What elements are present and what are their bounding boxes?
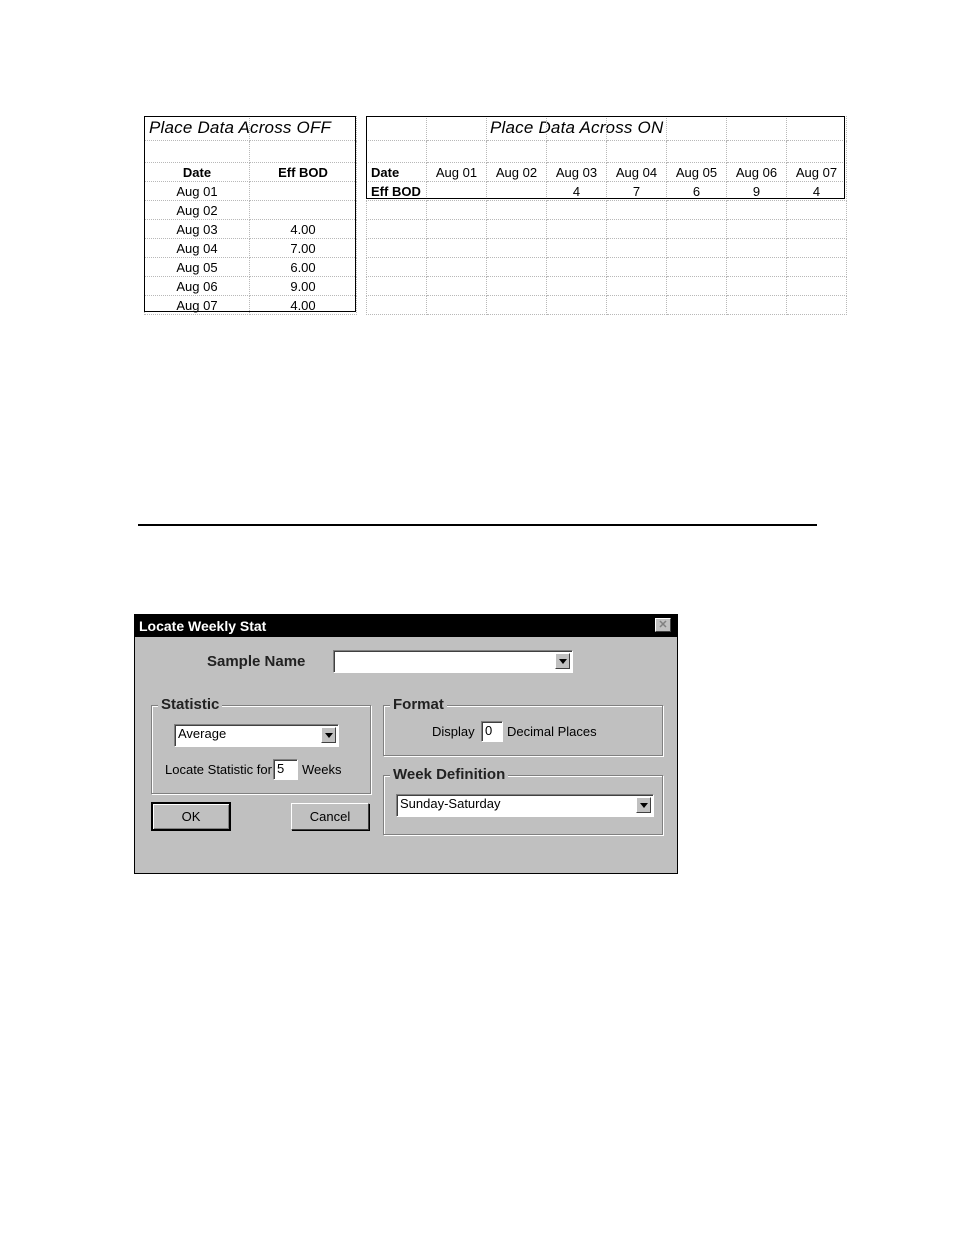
right-table-title: Place Data Across ON [490, 118, 664, 137]
date-header-cell[interactable]: Aug 05 [667, 163, 727, 182]
empty-grid-row [367, 239, 847, 258]
table-row [145, 258, 357, 277]
table-row [145, 201, 357, 220]
eff-bod-cell[interactable] [250, 182, 357, 201]
sample-name-select[interactable] [333, 650, 573, 673]
eff-bod-value-cell[interactable]: 6 [667, 182, 727, 201]
date-header-cell[interactable]: Aug 03 [547, 163, 607, 182]
eff-bod-cell[interactable] [250, 201, 357, 220]
decimal-places-label: Decimal Places [507, 724, 597, 739]
statistic-group-title: Statistic [158, 696, 222, 713]
left-data-table [144, 116, 357, 315]
eff-bod-value-cell[interactable]: 9 [727, 182, 787, 201]
empty-grid-row [367, 277, 847, 296]
statistic-group [151, 696, 371, 794]
table-row [145, 182, 357, 201]
chevron-down-icon[interactable] [321, 727, 336, 743]
date-cell[interactable]: Aug 07 [145, 296, 250, 315]
row-header-eff-bod[interactable]: Eff BOD [367, 182, 427, 201]
table-row [145, 220, 357, 239]
format-group-title: Format [390, 696, 447, 713]
date-cell[interactable]: Aug 05 [145, 258, 250, 277]
eff-bod-value-cell[interactable] [487, 182, 547, 201]
empty-grid-row [367, 296, 847, 315]
chevron-down-icon[interactable] [555, 653, 570, 669]
horizontal-separator [138, 524, 817, 526]
column-header-eff-bod[interactable]: Eff BOD [250, 163, 357, 182]
ok-button[interactable]: OK [151, 802, 231, 831]
date-cell[interactable]: Aug 03 [145, 220, 250, 239]
row-header-date[interactable]: Date [367, 163, 427, 182]
eff-bod-value-cell[interactable]: 7 [607, 182, 667, 201]
week-definition-group-title: Week Definition [390, 766, 508, 783]
eff-bod-cell[interactable]: 7.00 [250, 239, 357, 258]
empty-grid-row [367, 220, 847, 239]
chevron-down-icon[interactable] [636, 797, 651, 813]
display-label: Display [432, 724, 475, 739]
eff-bod-cell[interactable]: 9.00 [250, 277, 357, 296]
decimal-places-input[interactable]: 0 [481, 721, 503, 742]
close-icon[interactable]: ✕ [655, 618, 671, 632]
table-row [145, 239, 357, 258]
statistic-selected-value: Average [178, 726, 227, 741]
eff-bod-value-cell[interactable] [427, 182, 487, 201]
empty-grid-row [367, 201, 847, 220]
dialog-title: Locate Weekly Stat [139, 618, 267, 634]
date-header-cell[interactable]: Aug 07 [787, 163, 847, 182]
column-header-date[interactable]: Date [145, 163, 250, 182]
weeks-input[interactable]: 5 [273, 759, 298, 780]
eff-bod-value-cell[interactable]: 4 [547, 182, 607, 201]
format-group [383, 696, 663, 756]
weeks-label: Weeks [302, 762, 342, 777]
empty-grid-row [367, 258, 847, 277]
eff-bod-cell[interactable]: 4.00 [250, 220, 357, 239]
eff-bod-cell[interactable]: 4.00 [250, 296, 357, 315]
cancel-button[interactable]: Cancel [291, 803, 369, 830]
date-cell[interactable]: Aug 01 [145, 182, 250, 201]
sample-name-label: Sample Name [207, 653, 306, 670]
date-cell[interactable]: Aug 04 [145, 239, 250, 258]
date-header-cell[interactable]: Aug 04 [607, 163, 667, 182]
date-cell[interactable]: Aug 06 [145, 277, 250, 296]
dialog-titlebar[interactable] [135, 615, 677, 637]
date-cell[interactable]: Aug 02 [145, 201, 250, 220]
locate-statistic-label: Locate Statistic for [165, 762, 272, 777]
week-definition-group [383, 766, 663, 835]
date-header-cell[interactable]: Aug 06 [727, 163, 787, 182]
date-header-cell[interactable]: Aug 01 [427, 163, 487, 182]
right-data-table [366, 116, 847, 315]
table-row [145, 296, 357, 315]
week-definition-selected-value: Sunday-Saturday [400, 796, 501, 811]
table-row [145, 277, 357, 296]
eff-bod-cell[interactable]: 6.00 [250, 258, 357, 277]
eff-bod-value-cell[interactable]: 4 [787, 182, 847, 201]
left-table-title: Place Data Across OFF [149, 118, 332, 137]
week-definition-select[interactable] [396, 794, 654, 817]
date-header-cell[interactable]: Aug 02 [487, 163, 547, 182]
statistic-select[interactable] [174, 724, 339, 747]
locate-weekly-stat-dialog [134, 614, 678, 874]
